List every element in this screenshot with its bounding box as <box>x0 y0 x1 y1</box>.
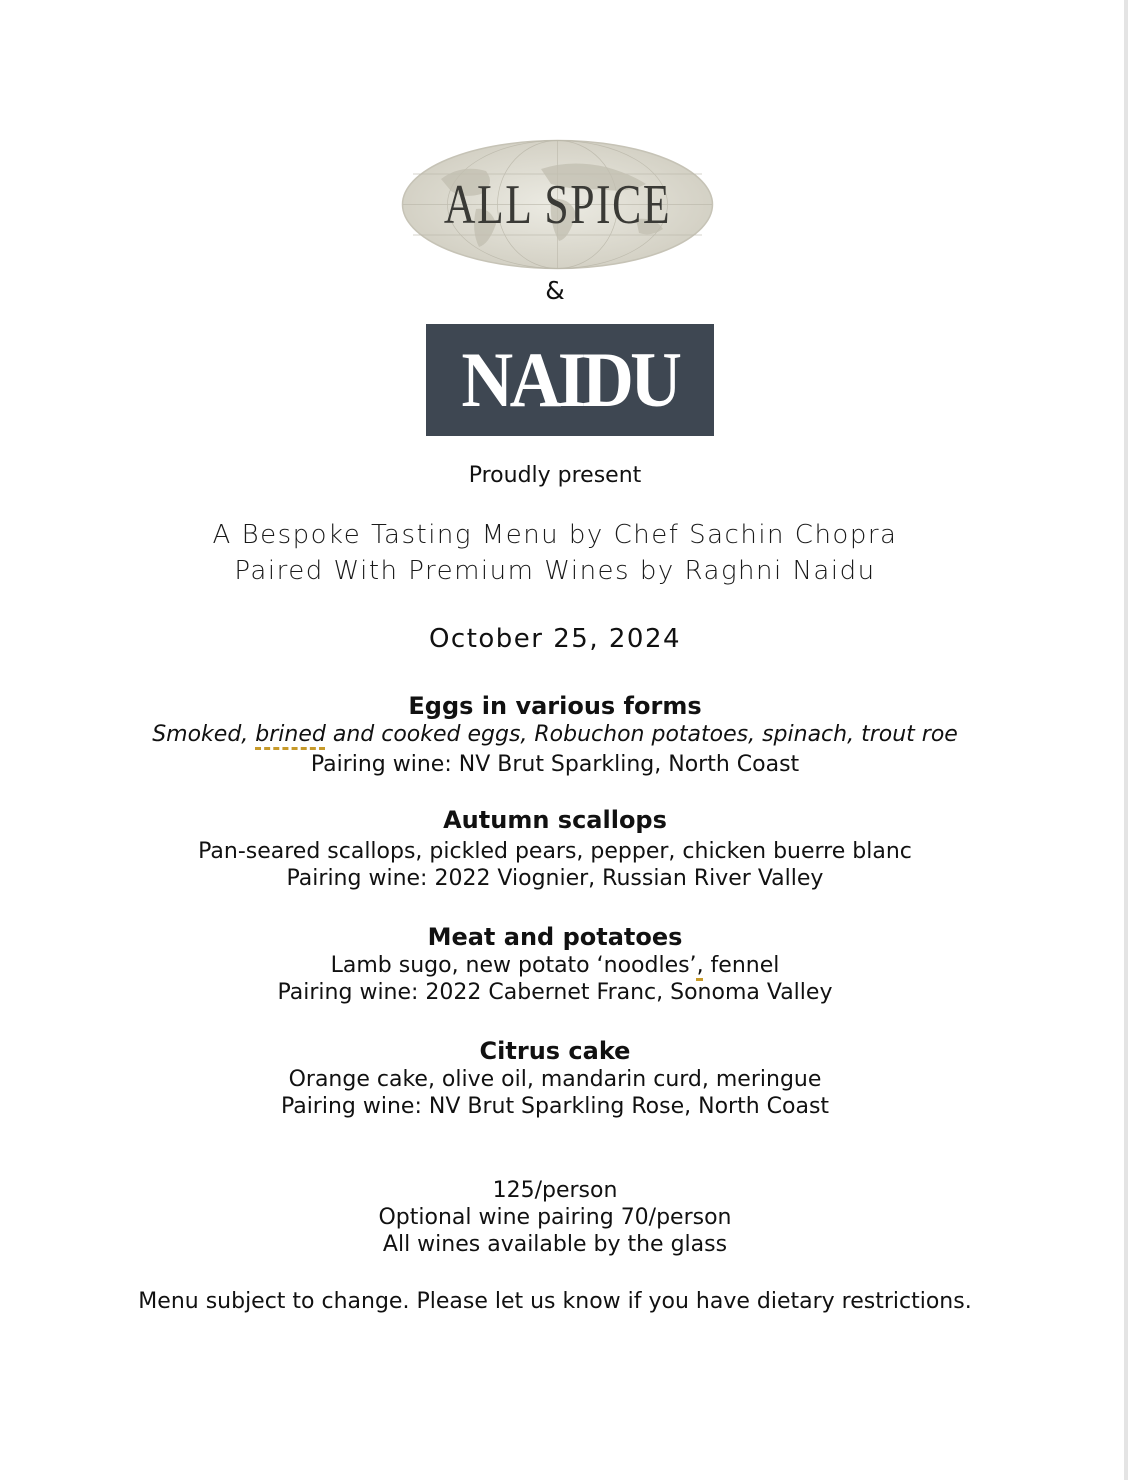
desc-text: fennel <box>703 953 780 978</box>
page-edge <box>1124 0 1128 1480</box>
price: 125/person <box>492 1178 618 1203</box>
event-date: October 25, 2024 <box>428 624 682 654</box>
course-wine: Pairing wine: NV Brut Sparkling Rose, North Coast <box>280 1094 830 1119</box>
allspice-wordmark: ALL SPICE <box>443 173 672 236</box>
menu-title: A Bespoke Tasting Menu by Chef Sachin Chopra <box>212 520 898 550</box>
course-description: Pan-seared scallops, pickled pears, pepper, chicken buerre blanc <box>198 839 912 864</box>
naidu-logo <box>426 324 714 436</box>
allspice-logo <box>401 139 714 270</box>
course-wine: Pairing wine: NV Brut Sparkling, North Coast <box>310 752 800 777</box>
wine-pairing-price: Optional wine pairing 70/person <box>378 1205 732 1230</box>
spellcheck-flag: , <box>696 953 704 978</box>
ampersand: & <box>545 276 565 305</box>
desc-text: Smoked, <box>152 722 256 747</box>
desc-text: Lamb sugo, new potato ‘noodles’ <box>330 953 697 978</box>
course-title: Citrus cake <box>479 1037 631 1065</box>
naidu-wordmark: NAIDU <box>461 336 679 423</box>
spellcheck-flag: brined <box>255 722 326 747</box>
by-glass-note: All wines available by the glass <box>382 1232 728 1257</box>
presents-line: Proudly present <box>468 463 642 488</box>
course-description: Orange cake, olive oil, mandarin curd, meringue <box>288 1067 822 1092</box>
desc-text: and cooked eggs, Robuchon potatoes, spinach, trout roe <box>325 722 958 747</box>
course-description <box>0 722 1110 747</box>
footer-note: Menu subject to change. Please let us know if you have dietary restrictions. <box>138 1289 972 1314</box>
course-title: Autumn scallops <box>443 806 667 834</box>
course-description <box>0 953 1110 978</box>
menu-subtitle: Paired With Premium Wines by Raghni Naidu <box>234 556 876 586</box>
course-wine: Pairing wine: 2022 Cabernet Franc, Sonoma Valley <box>277 980 833 1005</box>
course-title: Eggs in various forms <box>408 692 702 720</box>
course-title: Meat and potatoes <box>427 923 683 951</box>
course-wine: Pairing wine: 2022 Viognier, Russian River Valley <box>286 866 824 891</box>
